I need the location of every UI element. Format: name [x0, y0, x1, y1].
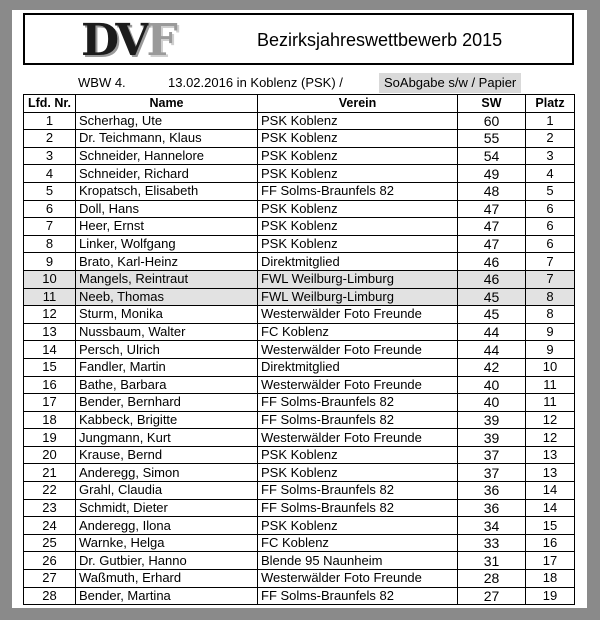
cell-sw: 44 [458, 323, 526, 341]
cell-nr: 3 [24, 147, 76, 165]
table-row [24, 253, 575, 271]
cell-platz: 4 [526, 165, 575, 183]
table-row [24, 482, 575, 500]
cell-platz: 2 [526, 130, 575, 148]
cell-nr: 1 [24, 112, 76, 130]
cell-name: Brato, Karl-Heinz [76, 253, 258, 271]
cell-nr: 16 [24, 376, 76, 394]
cell-name: Kropatsch, Elisabeth [76, 182, 258, 200]
cell-sw: 39 [458, 411, 526, 429]
cell-verein: FWL Weilburg-Limburg [258, 270, 458, 288]
cell-verein: PSK Koblenz [258, 235, 458, 253]
table-row [24, 341, 575, 359]
cell-verein: PSK Koblenz [258, 147, 458, 165]
cell-nr: 2 [24, 130, 76, 148]
cell-name: Bathe, Barbara [76, 376, 258, 394]
cell-sw: 45 [458, 306, 526, 324]
cell-name: Sturm, Monika [76, 306, 258, 324]
cell-platz: 5 [526, 182, 575, 200]
cell-verein: PSK Koblenz [258, 200, 458, 218]
cell-name: Dr. Gutbier, Hanno [76, 552, 258, 570]
cell-platz: 9 [526, 323, 575, 341]
cell-nr: 28 [24, 587, 76, 605]
table-row [24, 288, 575, 306]
table-row [24, 358, 575, 376]
table-row [24, 147, 575, 165]
cell-verein: Westerwälder Foto Freunde [258, 570, 458, 588]
cell-verein: Direktmitglied [258, 253, 458, 271]
cell-name: Nussbaum, Walter [76, 323, 258, 341]
cell-sw: 36 [458, 482, 526, 500]
cell-verein: PSK Koblenz [258, 165, 458, 183]
col-header-nr: Lfd. Nr. [24, 95, 76, 113]
table-row [24, 552, 575, 570]
cell-name: Heer, Ernst [76, 218, 258, 236]
category-label: SoAbgabe s/w / Papier [379, 73, 521, 93]
table-row [24, 587, 575, 605]
contest-title: Bezirksjahreswettbewerb 2015 [257, 30, 503, 50]
cell-name: Bender, Bernhard [76, 394, 258, 412]
cell-verein: FC Koblenz [258, 323, 458, 341]
cell-sw: 37 [458, 464, 526, 482]
cell-sw: 47 [458, 200, 526, 218]
results-body [24, 112, 575, 605]
cell-nr: 9 [24, 253, 76, 271]
table-row [24, 270, 575, 288]
cell-nr: 15 [24, 358, 76, 376]
table-row [24, 130, 575, 148]
cell-sw: 36 [458, 499, 526, 517]
cell-sw: 39 [458, 429, 526, 447]
cell-nr: 27 [24, 570, 76, 588]
cell-sw: 40 [458, 376, 526, 394]
cell-name: Mangels, Reintraut [76, 270, 258, 288]
cell-verein: FWL Weilburg-Limburg [258, 288, 458, 306]
cell-platz: 13 [526, 464, 575, 482]
cell-platz: 9 [526, 341, 575, 359]
cell-sw: 28 [458, 570, 526, 588]
cell-nr: 13 [24, 323, 76, 341]
cell-verein: FF Solms-Braunfels 82 [258, 499, 458, 517]
cell-verein: PSK Koblenz [258, 218, 458, 236]
cell-nr: 14 [24, 341, 76, 359]
results-table [23, 94, 575, 605]
cell-platz: 12 [526, 429, 575, 447]
table-row [24, 517, 575, 535]
cell-platz: 14 [526, 482, 575, 500]
cell-verein: PSK Koblenz [258, 517, 458, 535]
cell-verein: Westerwälder Foto Freunde [258, 376, 458, 394]
cell-platz: 6 [526, 235, 575, 253]
cell-nr: 4 [24, 165, 76, 183]
cell-platz: 1 [526, 112, 575, 130]
cell-verein: PSK Koblenz [258, 446, 458, 464]
cell-platz: 3 [526, 147, 575, 165]
table-row [24, 570, 575, 588]
results-sheet [12, 10, 587, 608]
cell-platz: 14 [526, 499, 575, 517]
table-header-row [24, 95, 575, 113]
cell-verein: PSK Koblenz [258, 464, 458, 482]
table-row [24, 306, 575, 324]
cell-verein: FF Solms-Braunfels 82 [258, 394, 458, 412]
cell-sw: 34 [458, 517, 526, 535]
cell-nr: 12 [24, 306, 76, 324]
subheader [23, 73, 574, 93]
cell-verein: PSK Koblenz [258, 130, 458, 148]
cell-sw: 40 [458, 394, 526, 412]
col-header-sw: SW [458, 95, 526, 113]
cell-verein: PSK Koblenz [258, 112, 458, 130]
cell-nr: 21 [24, 464, 76, 482]
cell-sw: 47 [458, 235, 526, 253]
cell-name: Jungmann, Kurt [76, 429, 258, 447]
cell-platz: 7 [526, 270, 575, 288]
cell-sw: 47 [458, 218, 526, 236]
cell-platz: 18 [526, 570, 575, 588]
cell-platz: 17 [526, 552, 575, 570]
cell-nr: 11 [24, 288, 76, 306]
logo-text-main: DV [81, 15, 147, 66]
header-box [23, 13, 574, 65]
cell-name: Scherhag, Ute [76, 112, 258, 130]
cell-nr: 19 [24, 429, 76, 447]
table-row [24, 112, 575, 130]
cell-nr: 6 [24, 200, 76, 218]
cell-sw: 45 [458, 288, 526, 306]
cell-verein: Westerwälder Foto Freunde [258, 306, 458, 324]
cell-name: Schneider, Richard [76, 165, 258, 183]
table-row [24, 218, 575, 236]
cell-verein: FF Solms-Braunfels 82 [258, 411, 458, 429]
competition-number: WBW 4. [78, 75, 126, 90]
cell-verein: Westerwälder Foto Freunde [258, 341, 458, 359]
cell-name: Anderegg, Simon [76, 464, 258, 482]
cell-platz: 11 [526, 376, 575, 394]
cell-sw: 42 [458, 358, 526, 376]
cell-name: Schmidt, Dieter [76, 499, 258, 517]
table-row [24, 235, 575, 253]
cell-platz: 6 [526, 218, 575, 236]
table-row [24, 323, 575, 341]
cell-verein: Direktmitglied [258, 358, 458, 376]
cell-sw: 54 [458, 147, 526, 165]
col-header-name: Name [76, 95, 258, 113]
table-row [24, 499, 575, 517]
cell-nr: 5 [24, 182, 76, 200]
table-row [24, 534, 575, 552]
dvf-logo [81, 15, 201, 66]
cell-name: Dr. Teichmann, Klaus [76, 130, 258, 148]
cell-name: Doll, Hans [76, 200, 258, 218]
cell-sw: 37 [458, 446, 526, 464]
cell-verein: Blende 95 Naunheim [258, 552, 458, 570]
cell-nr: 22 [24, 482, 76, 500]
cell-platz: 11 [526, 394, 575, 412]
cell-sw: 46 [458, 253, 526, 271]
cell-sw: 49 [458, 165, 526, 183]
cell-platz: 16 [526, 534, 575, 552]
table-row [24, 394, 575, 412]
cell-verein: FF Solms-Braunfels 82 [258, 482, 458, 500]
table-row [24, 411, 575, 429]
cell-verein: FC Koblenz [258, 534, 458, 552]
date-location: 13.02.2016 in Koblenz (PSK) / [168, 75, 343, 90]
cell-platz: 8 [526, 288, 575, 306]
cell-verein: FF Solms-Braunfels 82 [258, 587, 458, 605]
cell-name: Kabbeck, Brigitte [76, 411, 258, 429]
cell-name: Linker, Wolfgang [76, 235, 258, 253]
table-row [24, 464, 575, 482]
cell-sw: 48 [458, 182, 526, 200]
cell-sw: 44 [458, 341, 526, 359]
table-row [24, 429, 575, 447]
col-header-platz: Platz [526, 95, 575, 113]
cell-sw: 27 [458, 587, 526, 605]
cell-platz: 10 [526, 358, 575, 376]
cell-name: Anderegg, Ilona [76, 517, 258, 535]
cell-nr: 10 [24, 270, 76, 288]
cell-platz: 6 [526, 200, 575, 218]
table-row [24, 182, 575, 200]
cell-sw: 33 [458, 534, 526, 552]
cell-nr: 26 [24, 552, 76, 570]
cell-name: Bender, Martina [76, 587, 258, 605]
cell-verein: Westerwälder Foto Freunde [258, 429, 458, 447]
cell-name: Neeb, Thomas [76, 288, 258, 306]
table-row [24, 165, 575, 183]
cell-platz: 7 [526, 253, 575, 271]
cell-sw: 46 [458, 270, 526, 288]
cell-nr: 23 [24, 499, 76, 517]
cell-name: Persch, Ulrich [76, 341, 258, 359]
cell-sw: 60 [458, 112, 526, 130]
cell-name: Grahl, Claudia [76, 482, 258, 500]
cell-name: Fandler, Martin [76, 358, 258, 376]
table-row [24, 446, 575, 464]
cell-nr: 8 [24, 235, 76, 253]
cell-nr: 24 [24, 517, 76, 535]
table-row [24, 376, 575, 394]
logo-text-accent: F [146, 15, 175, 66]
cell-nr: 7 [24, 218, 76, 236]
cell-name: Schneider, Hannelore [76, 147, 258, 165]
cell-nr: 25 [24, 534, 76, 552]
cell-name: Waßmuth, Erhard [76, 570, 258, 588]
cell-name: Krause, Bernd [76, 446, 258, 464]
cell-platz: 15 [526, 517, 575, 535]
cell-platz: 12 [526, 411, 575, 429]
cell-platz: 19 [526, 587, 575, 605]
cell-sw: 31 [458, 552, 526, 570]
cell-sw: 55 [458, 130, 526, 148]
cell-nr: 17 [24, 394, 76, 412]
col-header-verein: Verein [258, 95, 458, 113]
cell-platz: 8 [526, 306, 575, 324]
table-row [24, 200, 575, 218]
cell-name: Warnke, Helga [76, 534, 258, 552]
cell-platz: 13 [526, 446, 575, 464]
cell-verein: FF Solms-Braunfels 82 [258, 182, 458, 200]
cell-nr: 20 [24, 446, 76, 464]
cell-nr: 18 [24, 411, 76, 429]
